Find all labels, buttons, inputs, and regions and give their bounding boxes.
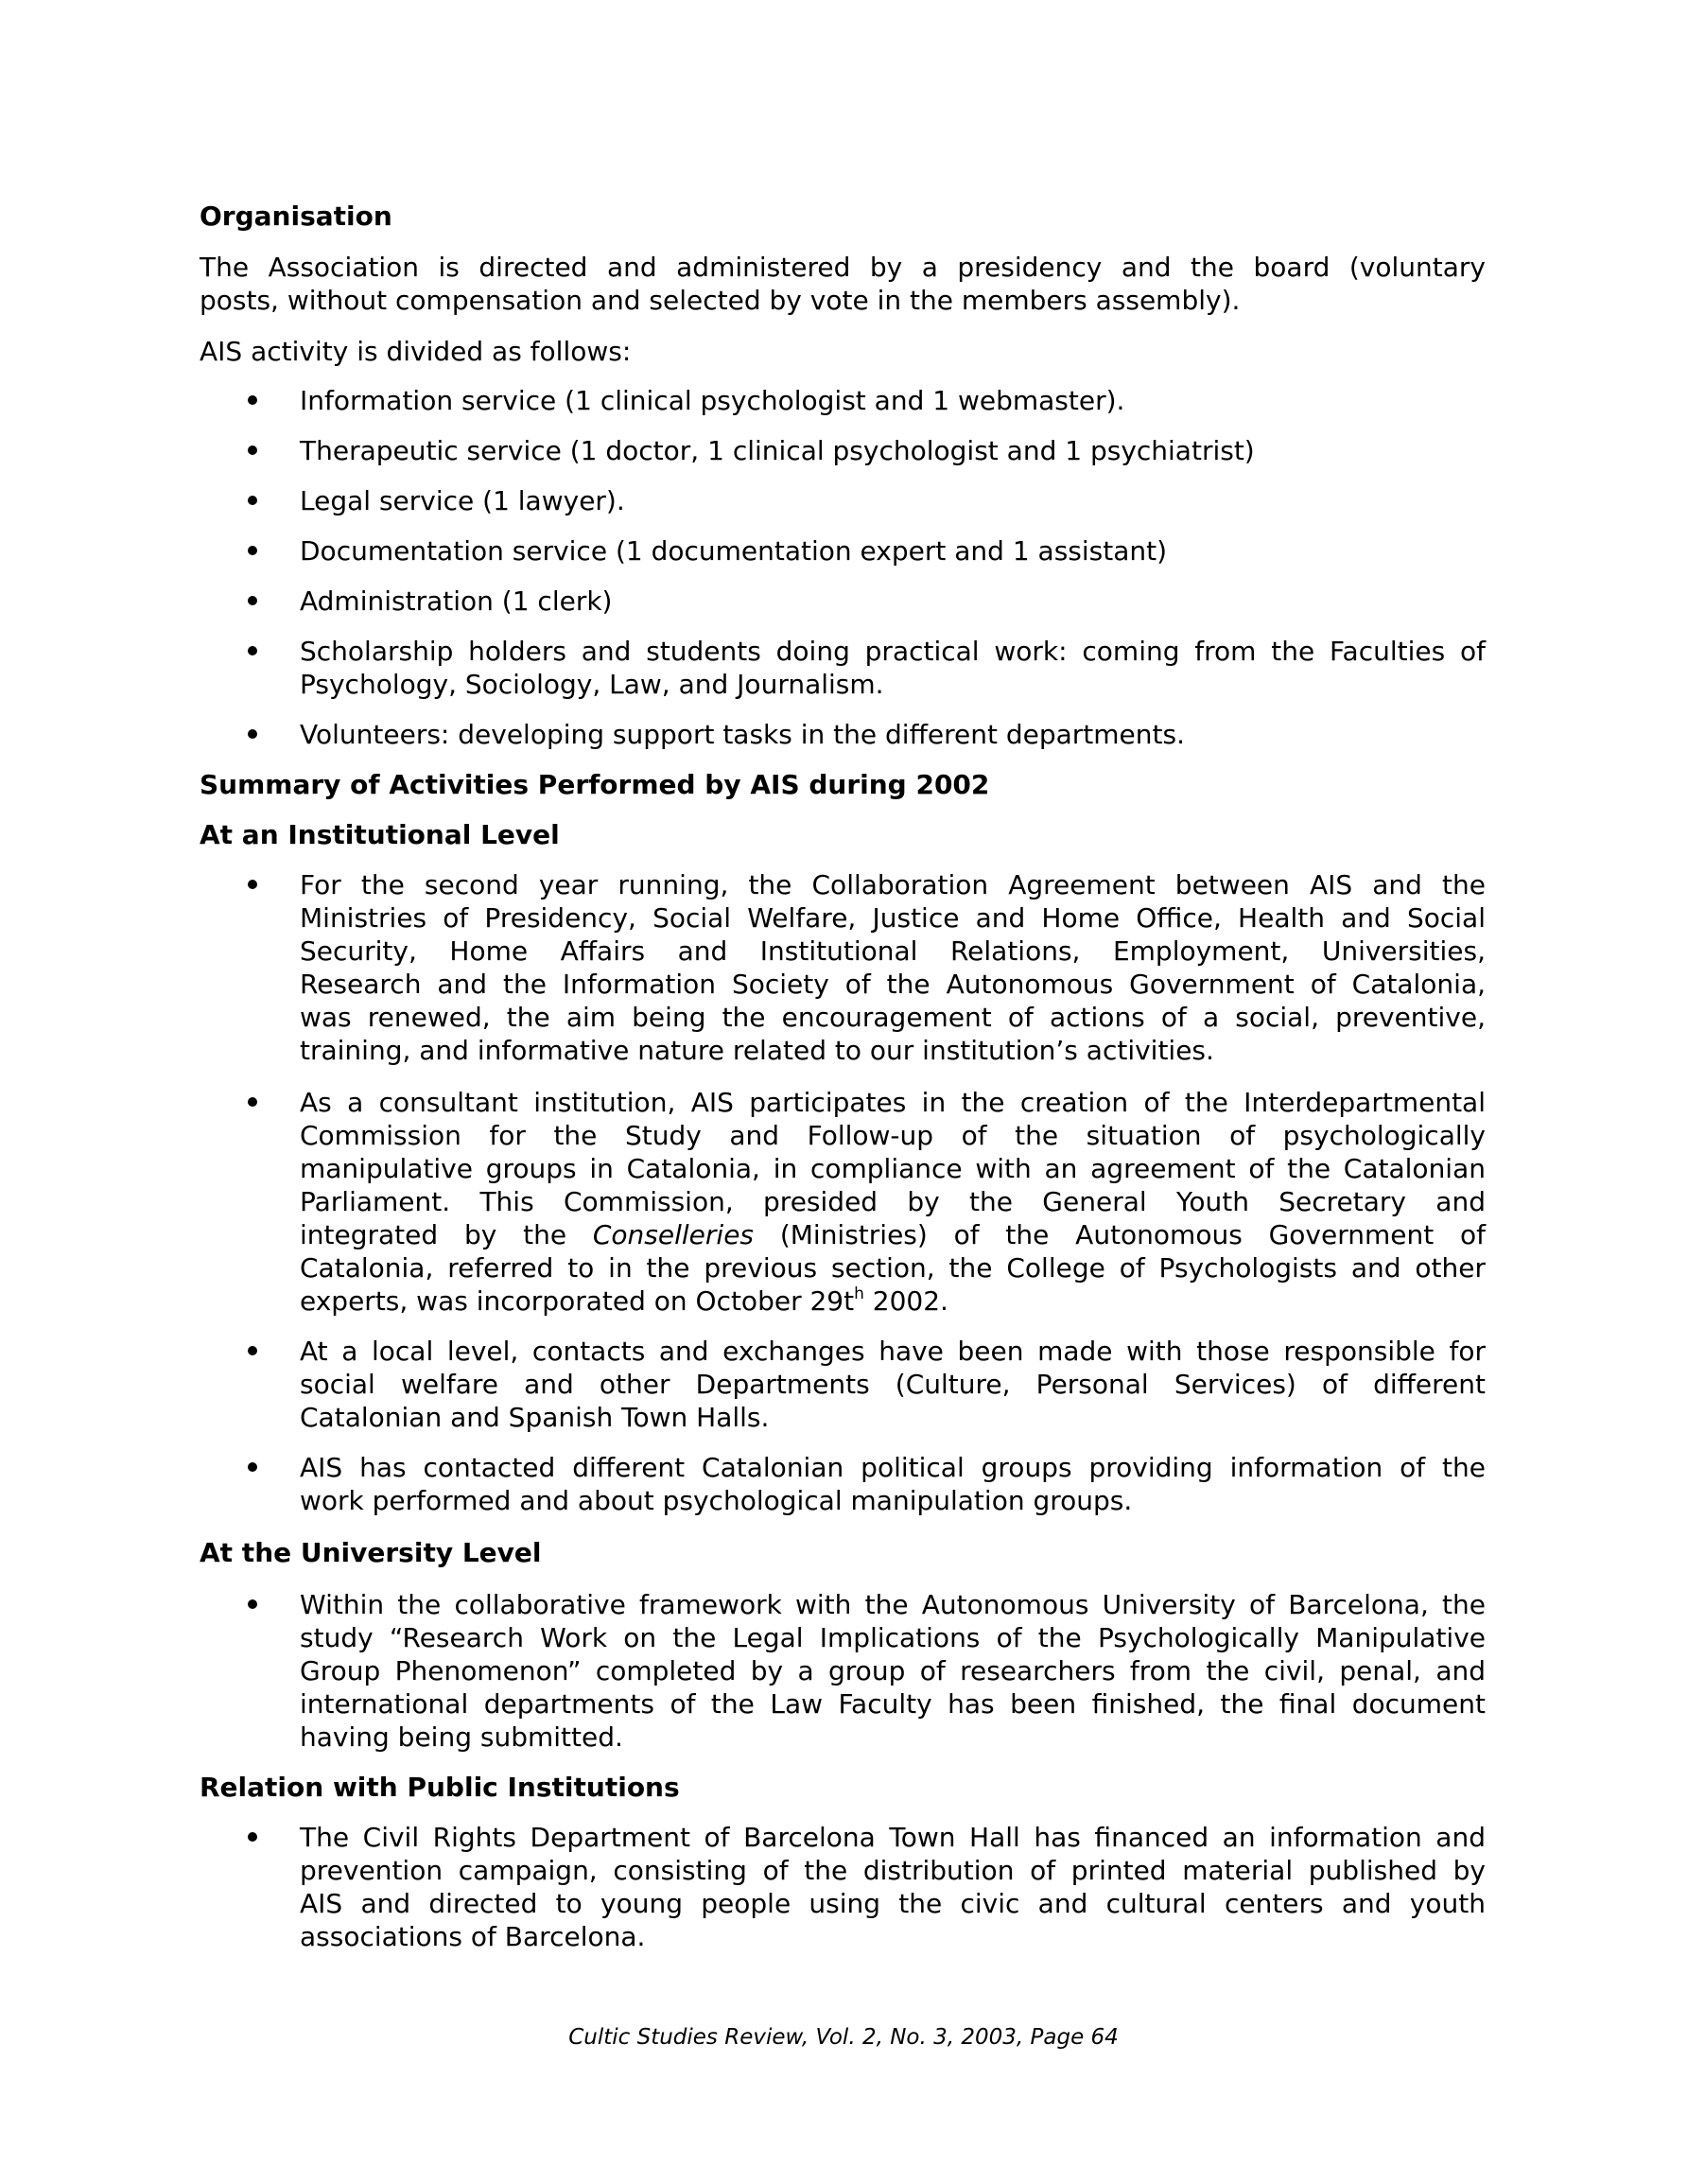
list-item-text: Information service (1 clinical psychologist and 1 webmaster).: [300, 385, 1125, 416]
list-item-text: Commission for the Study and Follow-up of the situation of psychologically: [300, 1120, 1486, 1151]
italic-term: Conselleries: [592, 1219, 755, 1250]
list-item-text: Legal service (1 lawyer).: [300, 485, 625, 516]
list-item-text: international departments of the Law Faculty has been finished, the final document: [300, 1688, 1486, 1720]
section-heading-university: At the University Level: [200, 1537, 542, 1568]
superscript: h: [854, 1284, 864, 1303]
list-item-text: Catalonia, referred to in the previous section, the College of Psychologists and other: [300, 1252, 1486, 1284]
bullet-icon: [248, 1346, 257, 1355]
list-item-text: manipulative groups in Catalonia, in compliance with an agreement of the Catalonian: [300, 1153, 1486, 1184]
bullet-icon: [248, 1462, 257, 1472]
text-segment: experts, was incorporated on October 29t: [300, 1285, 855, 1317]
section-heading-institutional: At an Institutional Level: [200, 819, 560, 850]
list-item-text: Administration (1 clerk): [300, 585, 613, 617]
list-item-text: Security, Home Affairs and Institutional Relations, Employment, Universities,: [300, 935, 1486, 967]
list-item-text: associations of Barcelona.: [300, 1921, 646, 1952]
list-item-text: Research and the Information Society of the Autonomous Government of Catalonia,: [300, 969, 1486, 1000]
organisation-intro-paragraph: [200, 251, 1486, 317]
bullet-icon: [248, 496, 257, 505]
bullet-icon: [248, 646, 257, 655]
list-item-text: The Civil Rights Department of Barcelona Town Hall has financed an information and: [300, 1822, 1486, 1853]
text-segment: (Ministries) of the Autonomous Government of: [779, 1219, 1487, 1250]
list-item-text: social welfare and other Departments (Culture, Personal Services) of different: [300, 1369, 1486, 1400]
text-segment: 2002.: [863, 1285, 948, 1317]
list-item-text: Group Phenomenon” completed by a group of researchers from the civil, penal, and: [300, 1655, 1486, 1686]
list-item-text: Psychology, Sociology, Law, and Journalism.: [300, 669, 884, 700]
bullet-icon: [248, 446, 257, 455]
text-segment: integrated by the: [300, 1219, 567, 1250]
bullet-icon: [248, 546, 257, 555]
list-item-text: Within the collaborative framework with the Autonomous University of Barcelona, the: [300, 1589, 1486, 1620]
paragraph-line: The Association is directed and administered by a presidency and the board (voluntary: [200, 252, 1486, 283]
list-item-text: Ministries of Presidency, Social Welfare, Justice and Home Office, Health and Social: [300, 902, 1486, 934]
bullet-icon: [248, 880, 257, 889]
list-item-text: AIS has contacted different Catalonian political groups providing information of the: [300, 1452, 1486, 1483]
list-item-text: [300, 1284, 1486, 1318]
section-heading-public-institutions: Relation with Public Institutions: [200, 1772, 680, 1803]
list-item-text: work performed and about psychological manipulation groups.: [300, 1485, 1133, 1516]
list-item-text: Documentation service (1 documentation expert and 1 assistant): [300, 535, 1168, 567]
list-item-text: For the second year running, the Collaboration Agreement between AIS and the: [300, 869, 1486, 900]
bullet-icon: [248, 596, 257, 605]
list-item-text: Parliament. This Commission, presided by the General Youth Secretary and: [300, 1186, 1486, 1217]
list-item-text: study “Research Work on the Legal Implications of the Psychologically Manipulative: [300, 1622, 1486, 1653]
list-item-text: Volunteers: developing support tasks in the different departments.: [300, 719, 1185, 750]
bullet-icon: [248, 395, 257, 405]
list-item-text: AIS and directed to young people using the civic and cultural centers and youth: [300, 1888, 1486, 1919]
list-item-text: At a local level, contacts and exchanges have been made with those responsible for: [300, 1336, 1486, 1367]
bullet-icon: [248, 1097, 257, 1107]
list-item-text: Scholarship holders and students doing practical work: coming from the Faculties of: [300, 636, 1486, 667]
list-item-text: Therapeutic service (1 doctor, 1 clinical psychologist and 1 psychiatrist): [300, 435, 1255, 466]
bullet-icon: [248, 1832, 257, 1842]
list-item-text: was renewed, the aim being the encouragement of actions of a social, preventive,: [300, 1002, 1486, 1033]
list-item-text: As a consultant institution, AIS participates in the creation of the Interdepartmental: [300, 1087, 1486, 1118]
section-heading-summary: Summary of Activities Performed by AIS during 2002: [200, 769, 990, 800]
activity-intro: AIS activity is divided as follows:: [200, 336, 632, 367]
list-item-text: prevention campaign, consisting of the distribution of printed material published by: [300, 1855, 1486, 1886]
paragraph-line: posts, without compensation and selected by vote in the members assembly).: [200, 285, 1241, 316]
page-footer-citation: Cultic Studies Review, Vol. 2, No. 3, 2003, Page 64: [568, 2025, 1119, 2050]
list-item-text: Catalonian and Spanish Town Halls.: [300, 1402, 770, 1433]
list-item-text: having being submitted.: [300, 1721, 623, 1753]
bullet-icon: [248, 729, 257, 739]
list-item-text: [300, 1218, 1486, 1251]
bullet-icon: [248, 1599, 257, 1609]
list-item-text: training, and informative nature related to our institution’s activities.: [300, 1035, 1214, 1066]
section-heading-organisation: Organisation: [200, 201, 392, 232]
